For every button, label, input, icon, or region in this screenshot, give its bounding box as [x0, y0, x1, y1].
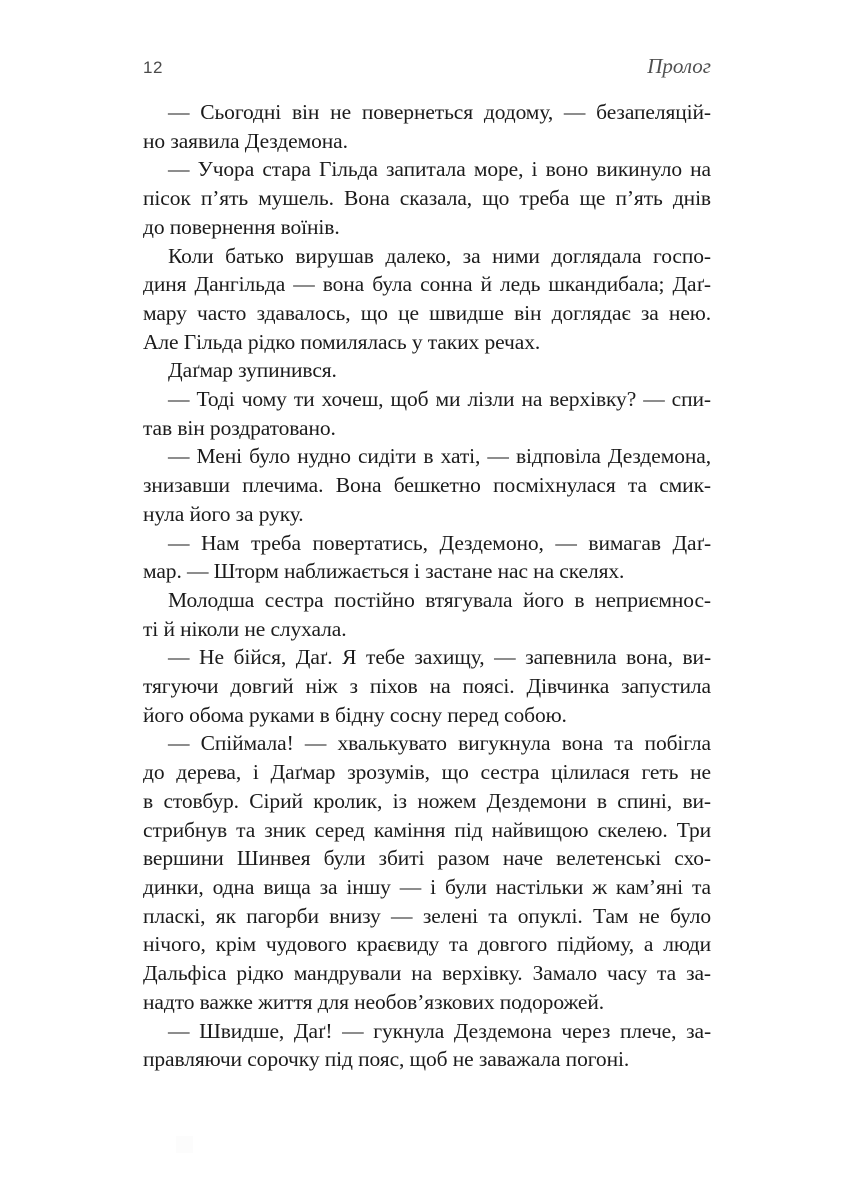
paragraph: Коли батько вирушав далеко, за ними доглядала госпо- диня Дангільда — вона була сонна й ледь шкандибала; Даґ- мару часто здавалось, що це швидше він доглядає за нею. Але Гільда рідко помилялась у таких речах. [143, 243, 711, 354]
scan-artifact [176, 1136, 193, 1153]
paragraph: Молодша сестра постійно втягувала його в неприємнос- ті й ніколи не слухала. [143, 587, 711, 641]
paragraph: — Учора стара Гільда запитала море, і воно викинуло на пісок п’ять мушель. Вона сказала, що треба ще п’ять днів до повернення воїнів. [143, 157, 711, 239]
paragraph: — Сьогодні він не повернеться додому, — безапеляцій- но заявила Дездемона. [143, 100, 711, 153]
paragraph: — Не бійся, Даґ. Я тебе захищу, — запевнила вона, ви- тягуючи довгий ніж з піхов на поясі. Дівчинка запустила його обома руками в бідну сосну перед собою. [143, 645, 711, 727]
page-body [143, 98, 711, 1074]
paragraph: — Спіймала! — хвалькувато вигукнула вона та побігла до дерева, і Даґмар зрозумів, що сестра цілилася геть не в стовбур. Сірий кролик, із ножем Дездемони в спині, ви- стрибнув та зник серед каміння під найвищою скелею. Три вершини Шинвея були збиті разом наче велетенські схо- динки, одна вища за іншу — і були настільки ж кам’яні та пласкі, як пагорби внизу — зелені та опуклі. Там не було нічого, крім чудового краєвиду та довгого підйому, а люди Дальфіса рідко мандрували на верхівку. Замало часу та за- надто важке життя для необов’язкових подорожей. [143, 731, 711, 1014]
paragraph: — Мені було нудно сидіти в хаті, — відповіла Дездемона, знизавши плечима. Вона бешкетно посміхнулася та смик- нула його за руку. [143, 444, 711, 526]
paragraph: Даґмар зупинився. [168, 358, 337, 383]
paragraph: — Швидше, Даґ! — гукнула Дездемона через плече, за- правляючи сорочку під пояс, щоб не заважала погоні. [143, 1018, 711, 1072]
paragraph: — Тоді чому ти хочеш, щоб ми лізли на верхівку? — спи- тав він роздратовано. [143, 387, 711, 440]
paragraph: — Нам треба повертатись, Дездемоно, — вимагав Даґ- мар. — Шторм наближається і застане нас на скелях. [143, 530, 711, 584]
page-header [143, 54, 711, 79]
page-number: 12 [143, 58, 163, 77]
running-title: Пролог [647, 54, 711, 78]
